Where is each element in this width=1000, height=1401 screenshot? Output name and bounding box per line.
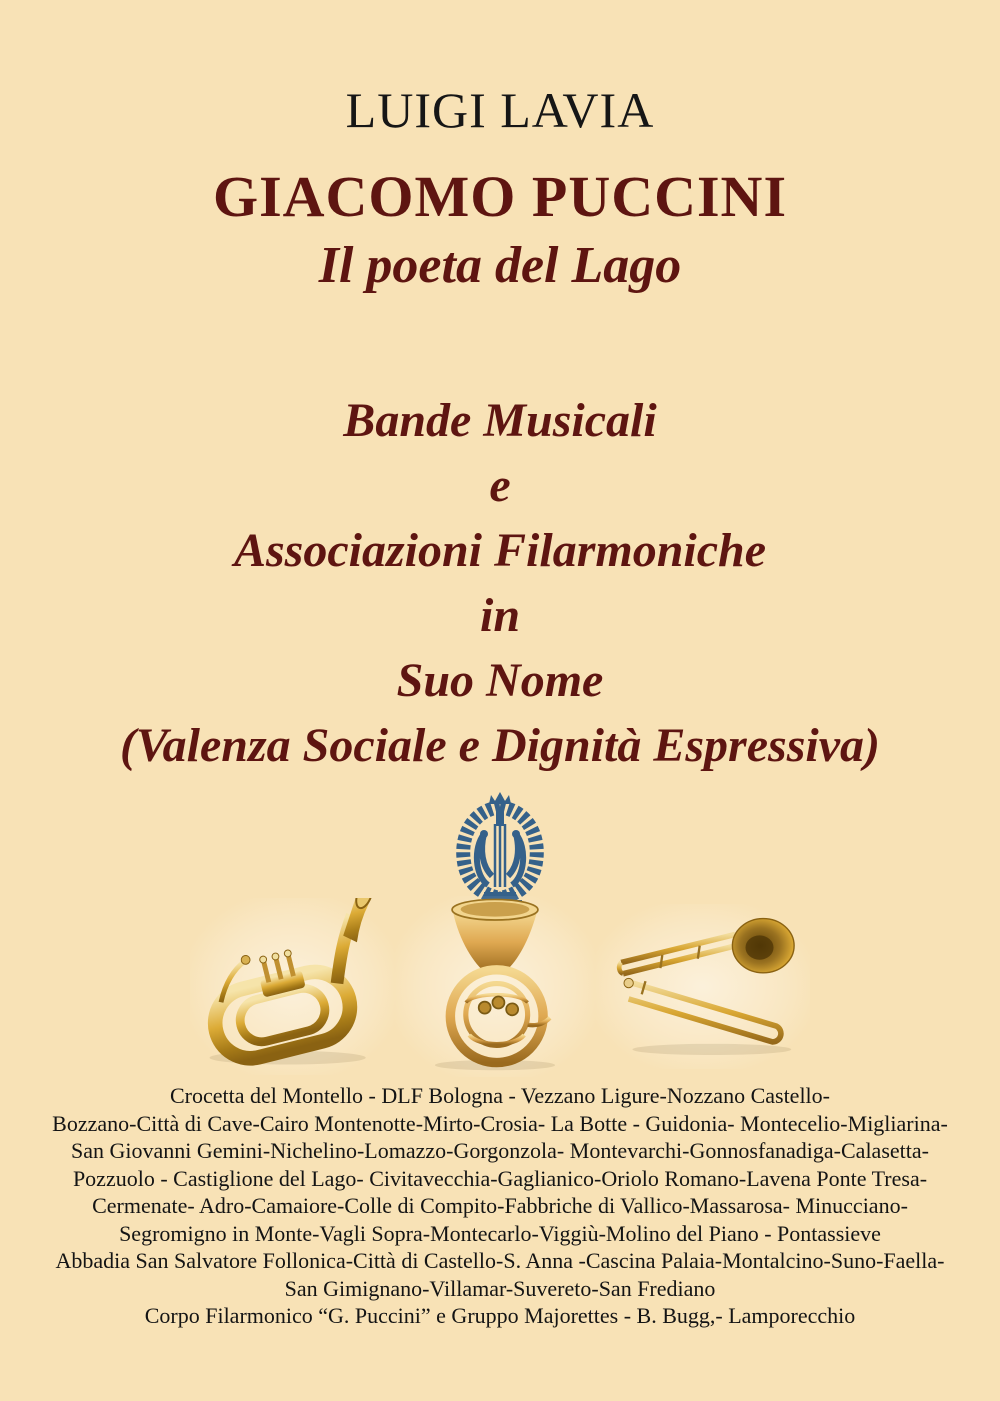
dedication-line: Associazioni Filarmoniche <box>233 524 767 577</box>
dedication-line: Bande Musicali <box>343 394 657 447</box>
tuba-icon <box>190 898 395 1070</box>
towns-line: San Gimignano-Villamar-Suvereto-San Frediano <box>284 1275 716 1301</box>
towns-line: Crocetta del Montello - DLF Bologna - Vezzano Ligure-Nozzano Castello- <box>169 1083 830 1108</box>
towns-line: Pozzuolo - Castiglione del Lago- Civitavecchia-Gaglianico-Oriolo Romano-Lavena Ponte Tresa- <box>72 1165 928 1191</box>
dedication-line: e <box>489 459 511 512</box>
dedication-line: (Valenza Sociale e Dignità Espressiva) <box>119 719 880 772</box>
towns-line: Cermenate- Adro-Camaiore-Colle di Compito-Fabbriche di Vallico-Massarosa- Minucciano- <box>92 1193 908 1218</box>
dedication-line: Suo Nome <box>396 654 604 707</box>
instruments-row <box>0 898 1000 1074</box>
tuba-image <box>190 898 395 1075</box>
towns-line: San Giovanni Gemini-Nichelino-Lomazzo-Gorgonzola- Montevarchi-Gonnosfanadiga-Calasetta- <box>71 1138 929 1163</box>
dedication-line: in <box>479 589 521 642</box>
book-subtitle: Il poeta del Lago <box>318 237 682 294</box>
towns-line: Corpo Filarmonico “G. Puccini” e Gruppo Majorettes - B. Bugg,- Lamporecchio <box>144 1303 856 1328</box>
trombone-image <box>595 904 810 1069</box>
towns-line: Bozzano-Città di Cave-Cairo Montenotte-Mirto-Crosia- La Botte - Guidonia- Montecelio-Migliarina- <box>52 1110 948 1136</box>
towns-line: Segromigno in Monte-Vagli Sopra-Montecarlo-Viggiù-Molino del Piano - Pontassieve <box>119 1220 881 1246</box>
towns-list <box>0 1082 1000 1330</box>
book-title: GIACOMO PUCCINI <box>212 164 788 229</box>
french-horn-image <box>395 896 595 1077</box>
french-horn-icon <box>395 896 595 1072</box>
author-name: LUIGI LAVIA <box>345 82 655 138</box>
trombone-icon <box>595 904 810 1064</box>
dedication-block <box>0 388 1000 778</box>
towns-line: Abbadia San Salvatore Follonica-Città di Castello-S. Anna -Cascina Palaia-Montalcino-Suno-Faella- <box>55 1248 945 1273</box>
